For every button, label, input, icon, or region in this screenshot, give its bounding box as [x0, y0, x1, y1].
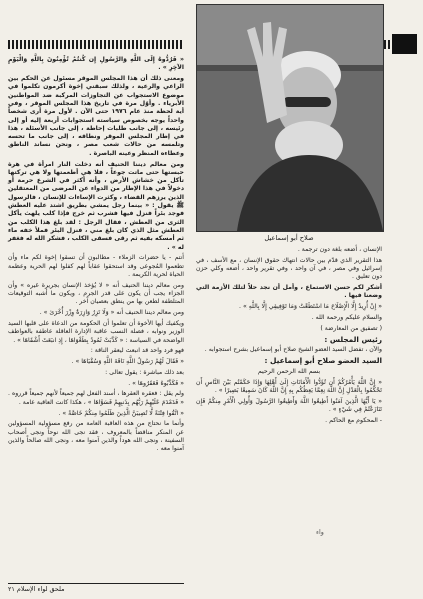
paragraph: هذا التقرير الذي قدّم بين حالات انتهاك حقوق الإنسان ، مع الأسف ، في إسرائيل وفي مصر ، في آن واحد ، وفي تقرير واحد ، أضعه وكلي حزن دون تعليق . — [196, 256, 382, 281]
left-column — [8, 56, 184, 456]
paragraph: ولم يقل : فعقره العقرها ، أسند الفعل لهم جميعاً لأنهم جميعاً قرروه . « فَدَمْدَمَ عَلَيْهِمْ رَبُّهُم بِذَنبِهِمْ فَسَوَّاهَا » ، هكذا كانت العاقبة عامة . — [8, 390, 184, 406]
quran-verse: « اتَّقُوا فِتْنَةً لَّا تُصِيبَنَّ الَّذِينَ ظَلَمُوا مِنكُمْ خَاصَّةً » . — [58, 409, 184, 417]
portrait-illustration — [197, 5, 383, 231]
speaker-heading-member: السيد العضو صلاح أبو إسماعيل : — [264, 356, 382, 366]
quran-verse: « إِنَّ اللَّهَ يَأْمُرُكُمْ أَن تُؤَدُّوا الْأَمَانَاتِ إِلَىٰ أَهْلِهَا وَإِذَا حَكَمْتُم بَيْنَ النَّاسِ أَن تَحْكُمُوا بِالْعَدْلِ إِنَّ اللَّهَ نِعِمَّا يَعِظُكُم بِهِ إِنَّ اللَّهَ كَانَ سَمِيعًا بَصِيرًا » . — [196, 378, 382, 395]
quran-verse: ومن معالم ديننا الحنيف أنه « وَلَا تَزِرُ وَازِرَةٌ وِزْرَ أُخْرَىٰ » . — [39, 309, 184, 317]
quran-verse: « فَقَالَ لَهُمْ رَسُولُ اللَّهِ نَاقَةَ اللَّهِ وَسُقْيَاهَا » . — [71, 358, 184, 366]
page-footer: ملحق لواء الإسلام ٢١ — [8, 585, 65, 593]
hatched-header-bar-right — [384, 40, 390, 49]
quran-verse: « يَا أَيُّهَا الَّذِينَ آمَنُوا أَطِيعُوا اللَّهَ وَأَطِيعُوا الرَّسُولَ وَأُولِي الْأَمْرِ مِنكُمْ فَإِن تَنَازَعْتُمْ فِي شَيْءٍ » . — [196, 397, 382, 414]
paragraph: ومن معالم ديننا الحنيف أنه « لا يُؤخذ الإنسان بجريرة غيره » وأن الجزاء يجب أن يكون على قدر الجرم ، ويكون ما أشبه التوقيعات المتلطفة لطعن بها من ينطق بعصيان آخر . — [8, 281, 184, 306]
paragraph: أشكر لكم حسن الاستماع ، وأمل أن نجد حلاً لتلك الأزمة التي وضعنا فيها . — [196, 284, 382, 300]
paragraph: الإنسان ، أضعه بلغة دون ترجمة . — [297, 246, 382, 253]
paragraph: فهو فرد واحد قد انبعث ليعقر الناقة : — [90, 347, 184, 355]
photo-caption: صلاح أبو إسماعيل — [264, 234, 314, 242]
quran-verse: « فَرُدُّوهُ إِلَى اللَّهِ وَالرَّسُولِ إِن كُنتُمْ تُؤْمِنُونَ بِاللَّهِ وَالْيَوْمِ الآخِرِ » . — [8, 56, 184, 72]
paragraph: أنتم - يا حضرات الزملاء - مطالبون أن تسقوا إخوة لكم ماء وأن تطعموا المُجوعى وقد استحقوا عقاباً لهم كفلوا لهم الحرية وعظمة الحياة لحرية الكريمة . — [8, 254, 184, 278]
speaker-heading-chairman: رئيس المجلس : — [324, 334, 382, 344]
paragraph: - المحكوم مع الحاكم . — [325, 417, 382, 425]
black-marker-box — [392, 34, 417, 54]
watermark-ornament: واء — [316, 528, 324, 536]
footer-rule — [8, 583, 184, 584]
paragraph: ويكفيك أيها الأخوة أن تعلموا أن الحكومة من الدعاة على قلبها السيد الوزير ونوابه ، فصلة النسب عاقبة الإدارة العاقلة عاطفة بالعواطف الواضحة في السياسة : « كَذَّبَتْ ثَمُودُ بِطَغْوَاهَا ، إِذِ انبَعَثَ أَشْقَاهَا » . — [8, 319, 184, 344]
basmala: بسم الله الرحمن الرحيم — [257, 368, 321, 376]
applause-note: ( تصفيق من المعارضة ) — [320, 324, 382, 332]
quran-verse: « إِنْ أُرِيدُ إِلَّا الْإِصْلَاحَ مَا اسْتَطَعْتُ وَمَا تَوْفِيقِي إِلَّا بِاللَّهِ » . — [239, 303, 382, 311]
speaker-photo — [196, 4, 384, 232]
quran-verse: « فَكَذَّبُوهُ فَعَقَرُوهَا » . — [128, 379, 184, 387]
paragraph: ومعنى ذلك أن هذا المجلس الموقر مسئول عن الحكم بين الراعي والرعية ، ولذلك سبقني إخوة أكرمون تكلموا في موضوع الاستجواب عن التجاوزات المركبة ضد المواطنين الأبرياء . وأوّل مرة في تاريخ هذا المجلس الموقر ، وفي أية لحظة منذ عام ١٩٧٦ حتى الآن . لأول مرة أرى شخصاً واحداً يوجه بخصوص سياسته استجوابات أربعة إليه أو إلى رئيسه ، إلى جانب طلبات إحاطة ، إلى جانب الأسئلة ، هذا في إطار المجلس الموقر ونطاقه ، إلى جانب ما تحسه وتلمسه من حالات شعب مصر ، ونحن نساند الناطق وعطاءه المنظر وعينه الباصرة . — [8, 75, 184, 157]
right-column — [196, 246, 382, 428]
paragraph: وأنما ما نحتاج من هذه العاقبة العامة من رفع مسؤولية المسؤولين عن المنكر مناقضاً بالمعروف ، فقد نجى الله نوحاً ونجى أصحاب السفينة ، ونجى الله هوداً والذين آمنوا معه ، ونجى الله صالحاً والذين آمنوا معه . — [8, 420, 184, 453]
hatched-header-bar-left — [8, 40, 184, 49]
paragraph: بعد ذلك مباشرة : يقول تعالى : — [105, 368, 184, 376]
paragraph: ومن معالم ديننا الحنيف أنه دخلت النار امرأة في هرة حبستها حتى ماتت جوعاً ، فلا هي أطعمتها ولا هي تركتها تأكل من خشاش الأرض ، وأنه أكثر في الشرع حرمة أو دخولاً في هذا الإطار من الدواء عن المرضى من المعتقلين الذين يرزهم القضاء ، وكثرت الإساءات للإنسان ، فالرسول ﷺ يقول : « بينما رجل يمشي بطريق اشتد عليه العطش فوجد بئراً فنزل فيها فشرب ثم خرج فإذا كلب يلهث يأكل الثرى من العطش ، فقال الرجل : لقد بلغ هذا الكلب من العطش مثل الذي كان بلغ مني ، فنزل البئر فملأ خفه ماء ثم أمسكه بفيه ثم رقى فسقى الكلب ، فشكر الله له فغفر له » . — [8, 160, 184, 251]
paragraph: والسلام عليكم ورحمة الله . — [311, 314, 382, 322]
paragraph: والآن ، تفضل السيد العضو الشيخ صلاح أبو إسماعيل بشرح استجوابه . — [204, 346, 382, 354]
